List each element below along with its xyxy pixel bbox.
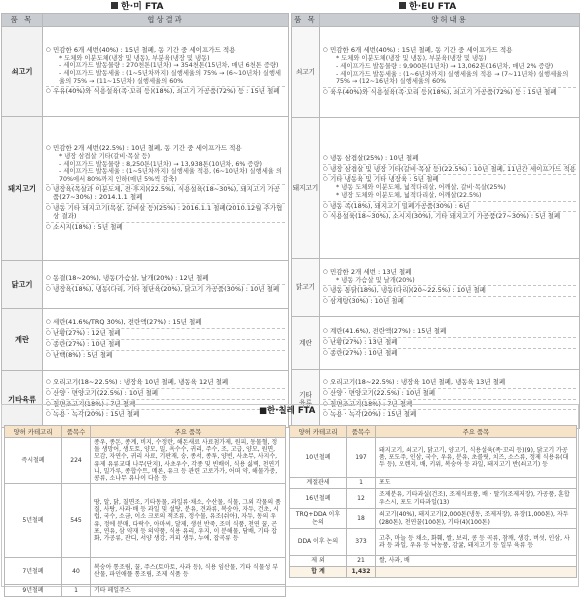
row-content bbox=[320, 259, 580, 317]
table-row bbox=[290, 556, 577, 567]
table-row bbox=[2, 309, 289, 371]
row-content bbox=[43, 27, 289, 117]
chile-count: 373 bbox=[347, 529, 376, 556]
bullet-item: ○ 종란(27%) : 10년 철폐 bbox=[46, 341, 285, 349]
chile-items: 쌀, 사과, 배 bbox=[376, 556, 577, 567]
chile-category: 계절관세 bbox=[290, 478, 347, 489]
bullet-item: ○ 냉장육(18%), 냉동(다리, 기타 절단육(20%), 닭고기 가공품(30%) : 10년 철폐 bbox=[46, 286, 285, 294]
eu-header-result: 양허내용 bbox=[320, 14, 580, 27]
row-content bbox=[43, 261, 289, 309]
row-category: 계란 bbox=[2, 309, 43, 371]
row-category: 기타육류 bbox=[2, 371, 43, 428]
row-category: 계란 bbox=[292, 317, 320, 370]
sub-item: - 세이프가드 발동물량 : 270천톤(1년차) → 354천톤(15년차, 매년 6천톤 증량) bbox=[59, 62, 279, 70]
bullet-item: ○ 냉동 통닭(18%), 냉동(다리)(20~22.5%) : 10년 철폐 bbox=[323, 287, 576, 295]
bullet-item: ○ 종란(27%) : 10년 철폐 bbox=[323, 350, 576, 358]
chile-count: 1 bbox=[347, 478, 376, 489]
bullet-item: ○ 난황(27%) : 13년 철폐 bbox=[323, 339, 576, 347]
square-bullet-icon bbox=[111, 2, 118, 9]
chile-items: 돼지고기, 쇠고기, 닭고기, 양고기, 식용설육(족·꼬리 등)(9), 닭고기 가공품, 포도주, 인삼, 국수, 우유, 분유, 초콜릿, 치즈, 소스류, 정제 식용유(대두 등), 오렌지, 배, 키위, 복숭아 등 과일, 돼지고기 반(쇠고기) 등 bbox=[376, 438, 577, 478]
table-row bbox=[5, 558, 286, 585]
bullet-item: ○ 오리고기(18~22.5%) : 냉장육 10년 철폐, 냉동육 12년 철폐 bbox=[46, 379, 285, 387]
chile-count: 18 bbox=[347, 509, 376, 529]
sub-item: * 냉동 도체와 이분도체, 넓적다리살, 어깨살, 갈비·목살(25%) bbox=[336, 184, 506, 192]
bullet-item: ○ 냉장육(목살과 이분도체, 전·후지)(22.5%), 식용설육(18~30%), 돼지고기 가공품(27~30%) : 2014.1.1 철폐 bbox=[46, 186, 285, 202]
us-header-category: 품 목 bbox=[2, 14, 43, 27]
sub-item: - 세이프가드 발동세율 : (1~6년차까지) 실행세율의 적용 → (7~11년차) 실행세율의 75% → (12~16년차) 실행세율의 60% bbox=[336, 70, 569, 86]
table-row bbox=[2, 261, 289, 309]
bullet-item: ○ 냉동 기타 돼지고기(목살, 갈비살 등)(25%) : 2016.1.1 철폐(2010.12월 추가협상 결과) bbox=[46, 205, 285, 221]
sub-item: * 냉장 도체와 이분도체, 넓적다리살, 어깨살(22.5%) bbox=[336, 191, 482, 199]
chile-left-header-count: 품목수 bbox=[62, 426, 91, 438]
chile-count: 12 bbox=[347, 489, 376, 509]
chile-left-header-items: 주요 품목 bbox=[91, 426, 286, 438]
row-content bbox=[320, 317, 580, 370]
bullet-item: ○ 민감한 6개 세번(40%) : 15년 철폐, 동 기간 중 세이프가드 적용 bbox=[46, 47, 285, 55]
table-row bbox=[290, 529, 577, 556]
table-row bbox=[292, 118, 580, 259]
chile-count: 1,432 bbox=[347, 567, 376, 578]
table-row bbox=[292, 317, 580, 370]
eu-header-category: 품 목 bbox=[292, 14, 320, 27]
sub-item: * 도체와 이분도체(냉장 및 냉동), 부분육(냉장 및 냉동) bbox=[336, 55, 487, 63]
row-content bbox=[320, 118, 580, 259]
us-header-result: 협상결과 bbox=[43, 14, 289, 27]
table-row bbox=[292, 27, 580, 118]
bullet-item: ○ 산양 · 면양고기(22.5%) : 10년 철폐 bbox=[323, 390, 576, 398]
bullet-item: ○ 냉장 삼겹살 및 냉장 기타(갈비·목살 등)(22.5%) : 10년 철폐, 11년간 세이프가드 적용 bbox=[323, 166, 576, 174]
table-row bbox=[290, 489, 577, 509]
chile-items bbox=[376, 567, 577, 578]
chile-category: DDA 이후 논의 bbox=[290, 529, 347, 556]
eu-section-title: 한·EU FTA bbox=[399, 2, 456, 13]
table-row bbox=[290, 438, 577, 478]
chile-left-header-category: 양허 카테고리 bbox=[5, 426, 62, 438]
chile-items: 땅, 알, 닭, 칠면조, 기타동물, 과일류·채소, 수산물, 식물, 그외 각물의 품질, 사탕, 사과·배 등 과일 및 설탕, 분유, 견과류, 복숭아, 자두, 건초, 시럽, 국수, 소금, 이소 크로의 적조류, 정수물, 유조(쉬아), 자두, 동의 우유, 정에 분매, 다락수, 아마씨, 달제, 생선 반죽, 조미 식품, 천연 꿀, 곤포, 연유, 삼 약재 등 의약품, 식용 유리, 우지, 이 분해물, 담배, 기타 잡화, 가공류, 잔디, 서양 생강, 커피 생두, 누에, 잡곡류 등 bbox=[91, 484, 286, 558]
bullet-item: ○ 녹용 · 녹각(20%) : 15년 철폐 bbox=[46, 411, 285, 419]
bullet-item: ○ 육우(40%)와 식용설육(족·꼬리 등)(18%), 쇠고기 가공품(72%) 등 : 15년 철폐 bbox=[323, 89, 576, 97]
bullet-item: ○ 계란(41.6%), 전란액(27%) : 15년 철폐 bbox=[323, 328, 576, 336]
chile-right-header-count: 품목수 bbox=[347, 426, 376, 438]
chile-category: 5년철폐 bbox=[5, 484, 62, 558]
sub-item: * 냉동 가슴살 및 날개(20%) bbox=[336, 276, 415, 284]
chile-items: 복숭아 통조림, 꿀, 주스(토마토, 사과 등), 식용 임산물, 기타 식물성 부산물, 파인애플 통조림, 조제 식품 등 bbox=[91, 558, 286, 585]
row-category: 쇠고기 bbox=[292, 27, 320, 118]
chile-category: TRQ+DDA 이후 논의 bbox=[290, 509, 347, 529]
row-category: 닭고기 bbox=[2, 261, 43, 309]
table-row bbox=[2, 27, 289, 117]
us-fta-table bbox=[1, 13, 289, 428]
table-row bbox=[5, 438, 286, 484]
sub-item: - 세이프가드 발동세율 : (1~5년차까지) 실행세율 적용, (6~10년차) 실행세율 의 70%에서 80%까지 인하(매년 5%씩 감축) bbox=[59, 168, 282, 183]
chile-items: 고추, 마늘 등 채소, 화훼, 쌀, 보리, 콩 등 곡류, 참깨, 생강, 버섯, 인삼, 사과 등 과일, 우유 등 낙농품, 감귤, 돼지고기 등 일부 육류 등 bbox=[376, 529, 577, 556]
row-content bbox=[320, 27, 580, 118]
bullet-item: ○ 난황(27%) : 12년 철폐 bbox=[46, 330, 285, 338]
chile-left-table bbox=[4, 425, 286, 597]
bullet-item: ○ 난백(8%) : 5년 철폐 bbox=[46, 352, 285, 360]
row-content bbox=[43, 117, 289, 261]
chile-category: 9년철폐 bbox=[5, 585, 62, 597]
table-row bbox=[292, 259, 580, 317]
bullet-item: ○ 칠면조고기(18%) : 7년 철폐 bbox=[323, 401, 576, 409]
chile-right-table bbox=[289, 425, 577, 578]
chile-items: 포도 bbox=[376, 478, 577, 489]
row-category: 기타 육류 bbox=[292, 370, 320, 429]
bullet-item: ○ 녹용 · 녹각(20%) : 15년 철폐 bbox=[323, 411, 576, 419]
bullet-item: ○ 동결(18~20%), 냉동(가슴살, 날개(20%) : 12년 철폐 bbox=[46, 275, 285, 283]
bullet-item: ○ 산양 · 면양고기(22.5%) : 10년 철폐 bbox=[46, 390, 285, 398]
chile-items: 기타 페일주스 bbox=[91, 585, 286, 597]
chile-count: 545 bbox=[62, 484, 91, 558]
chile-right-header-category: 양허 카테고리 bbox=[290, 426, 347, 438]
chile-count: 40 bbox=[62, 558, 91, 585]
row-content bbox=[43, 309, 289, 371]
chile-count: 197 bbox=[347, 438, 376, 478]
chile-category: 즉시철폐 bbox=[5, 438, 62, 484]
chile-category: 제 외 bbox=[290, 556, 347, 567]
square-bullet-icon bbox=[399, 2, 406, 9]
chile-category: 10년철폐 bbox=[290, 438, 347, 478]
eu-fta-table bbox=[291, 13, 580, 429]
bullet-item: ○ 민감한 6개 세번(40%) : 15년 철폐, 동 기간 중 세이프가드 적용 bbox=[323, 47, 576, 55]
bullet-item: ○ 식용설육(18~30%), 소시지(30%), 기타 돼지고기 가공품(27~30%) : 5년 철폐 bbox=[323, 213, 576, 221]
bullet-dot: ■ bbox=[259, 406, 268, 416]
chile-count: 21 bbox=[347, 556, 376, 567]
table-row-total bbox=[290, 567, 577, 578]
chile-right-header-items: 주요 품목 bbox=[376, 426, 577, 438]
bullet-item: ○ 민감한 2개 세번 : 13년 철폐 bbox=[323, 269, 576, 277]
row-category: 닭고기 bbox=[292, 259, 320, 317]
bullet-item: ○ 세란(41.6%/TRQ 30%), 전란액(27%) : 15년 철폐 bbox=[46, 319, 285, 327]
bullet-item: ○ 오리고기(18~22.5%) : 냉장육 10년 철폐, 냉동육 13년 철폐 bbox=[323, 379, 576, 387]
sub-item: - 세이프가드 발동세율 : (1~5년차까지) 실행세율의 75% → (6~10년차) 실행세율의 75% → (11~15년차) 실행세율의 60% bbox=[59, 70, 281, 85]
row-category: 돼지고기 bbox=[2, 117, 43, 261]
table-row bbox=[2, 117, 289, 261]
bullet-item: ○ 칠면조고기(18%) : 7년 철폐 bbox=[46, 401, 285, 409]
chile-count: 224 bbox=[62, 438, 91, 484]
bullet-item: ○ 기타 냉동육 및 기타 냉장육 : 5년 철폐 bbox=[323, 176, 576, 184]
table-row bbox=[5, 484, 286, 558]
chile-category: 합 계 bbox=[290, 567, 347, 578]
sub-item: - 세이프가드 발동물량 : 8,250톤(1년차) → 13,938톤(10년차, 6% 증량) bbox=[59, 160, 262, 168]
chile-category: 16년철폐 bbox=[290, 489, 347, 509]
bullet-item: ○ 소시지(18%) : 5년 철폐 bbox=[46, 224, 285, 232]
table-row bbox=[290, 478, 577, 489]
chile-items: 쇠고기(40%), 돼지고기(2,000톤(냉동, 조제저장), 유장(1,000톤), 자두(280톤), 천연꿀(100톤), 기타(4)(100톤) bbox=[376, 509, 577, 529]
bullet-item: ○ 우유(40%)와 식용설육(족·꼬리 등)(18%), 쇠고기 가공품(72%) 등 : 15년 철폐 bbox=[46, 88, 285, 96]
us-section-title: 한·미 FTA bbox=[111, 2, 164, 13]
chile-items: 종우, 종돈, 종계, 비지, 수정란, 해돈새료 사료첨가제, 원피, 동물혈, 정돌 생망어, 생도토, 양모, 밀, 옥수수, 귀리, 주수, 조, 고급, 양모, 원면, 모감, 자연수, 귀리 사료, 기판재, 숭, 종서, 종투, 양빈, 사초무, 사지수, 유제 유류교대 나무(단지), 사초우수, 각종 및 빈배이, 식용 싫벽, 천연기니, 밀가루, 종합수트, 메론, 유크 등 관련 고로가가, 어떠 약, 해물가중, 콩류, 소나무 유나이 다음 등 bbox=[91, 438, 286, 484]
sub-item: * 냉장 삼겹살 기타(갈비·목살 등) bbox=[59, 153, 151, 161]
chile-category: 7년철폐 bbox=[5, 558, 62, 585]
row-category: 돼지고기 bbox=[292, 118, 320, 259]
sub-item: * 도체와 이분도체(냉장 및 냉동), 부분육(냉장 및 냉동) bbox=[59, 54, 210, 62]
bullet-item: ○ 삼계탕(30%) : 10년 철폐 bbox=[323, 298, 576, 306]
chile-count: 1 bbox=[62, 585, 91, 597]
row-category: 쇠고기 bbox=[2, 27, 43, 117]
table-row bbox=[290, 509, 577, 529]
chile-section-title: ■한·칠레 FTA bbox=[259, 406, 316, 416]
bullet-item: ○ 민감한 2개 세번(22.5%) : 10년 철폐, 동 기간 중 세이프가드 적용 bbox=[46, 145, 285, 153]
sub-item: - 세이프가드 발동물량 : 9,900톤(1년차) → 13,062톤(16년차, 매년 2% 증량) bbox=[336, 62, 554, 70]
table-row bbox=[5, 585, 286, 597]
chile-items: 조제분유, 기타과실(건조), 조제식료품, 배 · 딸기(조제저장), 가공품, 훈합우스시, 포도 기타과일(13) bbox=[376, 489, 577, 509]
bullet-item: ○ 냉동 족(18%), 돼지고기 밀폐가공품(30%) : 6년 bbox=[323, 203, 576, 211]
bullet-item: ○ 냉동 삼겹살(25%) : 10년 철폐 bbox=[323, 155, 576, 163]
